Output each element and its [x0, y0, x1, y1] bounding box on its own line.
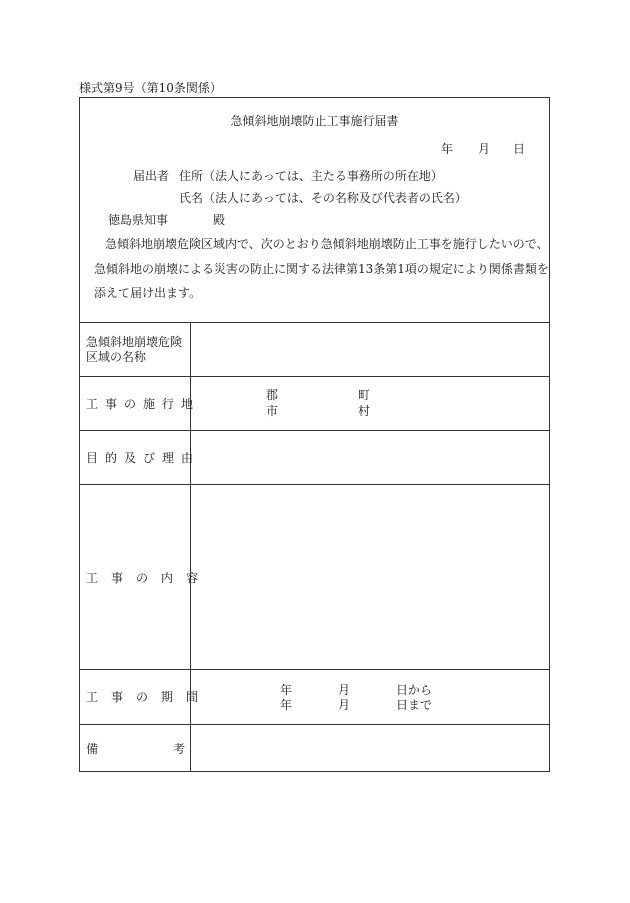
table-top-border: [80, 322, 549, 323]
form-frame: [79, 97, 550, 772]
addressee-name: 徳島県知事: [108, 213, 169, 227]
row-divider: [80, 376, 549, 377]
period-end-year: 年: [280, 698, 293, 712]
applicant-name: 氏名（法人にあっては、その名称及び代表者の氏名）: [179, 191, 467, 205]
remarks-label-a: 備: [86, 742, 99, 756]
row-divider: [80, 484, 549, 485]
period-start-year: 年: [280, 683, 293, 697]
site-cho: 町: [358, 388, 371, 402]
remarks-label-b: 考: [172, 742, 185, 756]
date-month: 月: [478, 142, 491, 156]
area-name-label-line2: 区域の名称: [86, 350, 147, 364]
form-number: 様式第9号（第10条関係）: [79, 81, 222, 95]
purpose-label: 目的及び理由: [86, 451, 201, 465]
remarks-label: [86, 742, 185, 756]
site-shi: 市: [266, 404, 279, 418]
area-name-label-line1: 急傾斜地崩壊危険: [86, 335, 183, 349]
row-divider: [80, 724, 549, 725]
body-line-3: 添えて届け出ます。: [94, 286, 202, 300]
row-divider: [80, 430, 549, 431]
period-start-suffix: 日から: [396, 683, 433, 697]
site-label: 工事の施行地: [86, 397, 201, 411]
period-start-month: 月: [338, 683, 351, 697]
applicant-label: 届出者: [133, 169, 170, 183]
form-title: 急傾斜地崩壊防止工事施行届書: [230, 114, 399, 128]
date-day: 日: [513, 142, 526, 156]
addressee-honorific: 殿: [213, 213, 226, 227]
body-line-2: 急傾斜地の崩壊による災害の防止に関する法律第13条第1項の規定により関係書類を: [94, 262, 549, 276]
period-end-suffix: 日まで: [396, 698, 433, 712]
site-gun: 郡: [266, 388, 279, 402]
period-label: 工事の期間: [86, 690, 212, 704]
body-line-1: 急傾斜地崩壊危険区域内で、次のとおり急傾斜地崩壊防止工事を施行したいので、: [105, 237, 549, 251]
applicant-address: 住所（法人にあっては、主たる事務所の所在地）: [179, 169, 443, 183]
content-label: 工事の内容: [86, 571, 212, 585]
site-son: 村: [358, 404, 371, 418]
row-divider: [80, 669, 549, 670]
period-end-month: 月: [338, 698, 351, 712]
date-year: 年: [441, 142, 454, 156]
